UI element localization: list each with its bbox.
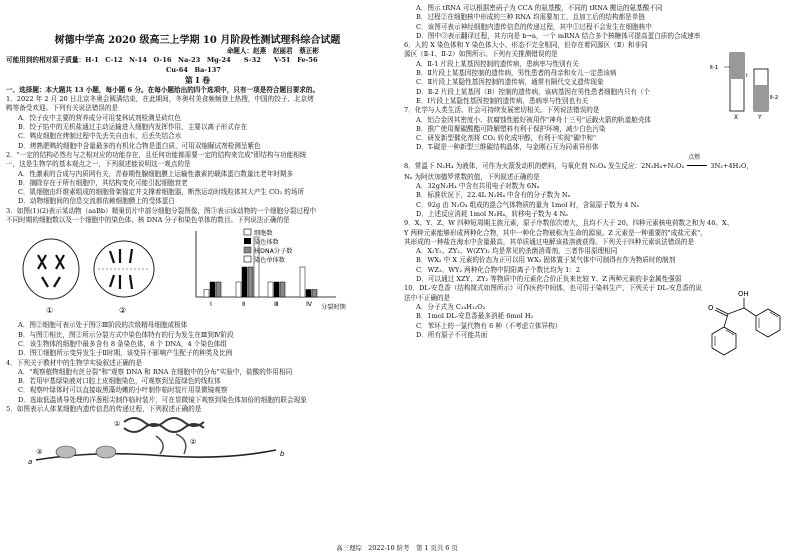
text-line: 1．2022 年 2 月 20 日北京冬奥会圆满结束，在此期间，冬奥村美食频频登上热搜，中国的饺子、北京烤 [6, 95, 314, 104]
step-label-3: ③ [36, 448, 43, 457]
text-line: A．饺子皮中主要的营养成分可用斐林试剂检测呈砖红色 [18, 113, 182, 122]
panel-label-2: ② [119, 306, 127, 316]
text-line: B．推广使用聚碳酸酯可降解塑料有利于保护环境，减少白色污染 [416, 124, 606, 133]
text-line: B．Ⅱ片段上某基因控制的遗传病，男性患者的母亲和女儿一定患该病 [416, 69, 617, 78]
chromosomes-two [110, 249, 132, 289]
text-line: A．分子式为 C₁₄H₁₂O₂ [416, 302, 486, 311]
bond [724, 314, 728, 327]
label-ii-2: Ⅱ-2 [770, 95, 779, 102]
text-line: A．"观察植物细胞有丝分裂"和"观察 DNA 和 RNA 在细胞中的分布"实验中，盐酸的作用相同 [18, 367, 293, 376]
text-line: D．T-碳是一种新型三维碳结构晶体，与金刚石互为同素异形体 [416, 143, 599, 152]
chart-bar [216, 282, 221, 297]
label-x: X [734, 114, 739, 122]
legend-swatch-dna [244, 247, 251, 253]
legend-chrom: 染色体数 [254, 239, 279, 247]
label-ii-1: Ⅱ-1 [710, 65, 719, 72]
text-line: D．图①细胞所示变异发生于Ⅱ时期，该变异不影响产生配子的种类及比例 [18, 349, 233, 358]
text-line: A．铝合金因其密度小、抗腐蚀性能好被用作"神舟十三号"运载火箭的轨道舱壳体 [416, 115, 652, 124]
section-heading: 一、选择题：本大题共 13 小题，每小题 6 分。在每小题给出的四个选项中，只有一项是符合题目要求的。 [6, 85, 320, 94]
chromosomes-one [38, 255, 64, 287]
benzene-ring-right [756, 309, 780, 337]
x-tick-1: Ⅰ [210, 300, 212, 309]
text-line: D．所有原子不可能共面 [416, 330, 488, 339]
text-line: C．肌细胞由纤维素组成的细胞骨架锚定并支撑着细胞器，断然运动时线粒体其大产生 CO₂ 的场所 [18, 188, 305, 197]
chart-bar [254, 237, 259, 297]
text-line: B．1mol DL-安息香最多消耗 6mol H₂ [416, 312, 534, 321]
q8-products: 3N₂+4H₂O， [710, 161, 754, 170]
text-line: B．WX₂ 中 X 元素的价态为正可以用 WX₂ 固体置于某气体中可制得有作为物质时的制剂 [416, 256, 676, 265]
x-tick-3: Ⅲ [274, 300, 279, 309]
reaction-arrow [686, 153, 708, 173]
figure-gene-expression [6, 414, 389, 466]
text-line: 不同时期的细胞数以及一个细胞中的染色体、核 DNA 分子和染色单体的数目。下列说法正确的是 [6, 216, 290, 225]
benzene-ring-left [712, 327, 736, 355]
text-line: 6．人的 X 染色体和 Y 染色体大小、形态不完全相同，但存在着同源区（Ⅱ）和非同 [404, 41, 648, 50]
text-line: D．图中③表示翻译过程，其方向是 b→a，一个 mRNA 结合多个核糖体可提高蛋白质的合成速率 [416, 31, 701, 40]
text-line: B．若用甲基绿染液对口腔上皮细胞染色，可观察到呈蓝绿色的线粒体 [18, 377, 221, 386]
text-line: D．Ⅱ-2 片段上某基因（B）控制的遗传病，该病基因在男性患者细胞内只有（个 [416, 87, 651, 96]
ribosome [56, 446, 76, 458]
text-line: 一，这是生物学的基本观点之一，下列叙述能说明这一观点的是 [6, 160, 191, 169]
text-line: D．可以通过 XZY、ZY₂ 等物质中的元素化合价正负来比较 Y、Z 两种元素的非金属性强弱 [416, 275, 682, 284]
chart-bar [300, 267, 305, 297]
atomic-masses-2: Cu-64 Ba-137 [166, 65, 221, 74]
end-label-b: b [280, 450, 285, 459]
text-line: A．32gN₂H₄ 中含有共用电子对数为 6Nₐ [416, 182, 540, 191]
text-line: Y 两种元素能够形成两种化合物，其中一种化合物被称为生命的源泉。Z 元素是一种重要的"成盐元素"， [404, 228, 707, 237]
text-line: D．选取低温诱导处理的洋葱根尖制作临时装片，可在显微镜下观察到染色体加倍的细胞的联会现象 [18, 395, 307, 404]
oxygen-label: O [708, 304, 714, 313]
question-block-2 [6, 321, 389, 414]
text-line: C．WZ₂、WY₂ 两种化合物中阴阳离子个数比均为 1：2 [416, 265, 581, 274]
text-line: D．动物细胞间的信息交流都依赖细胞膜上的受体蛋白 [18, 197, 175, 206]
text-line: B．与图①相比，图②所示分裂方式中染色体特有的行为发生在Ⅲ到Ⅳ阶段 [18, 330, 234, 339]
hydroxyl-label: OH [738, 290, 749, 299]
q8-text: 8．常温下 N₂H₄ 为液体，可作为火箭发动机的燃料，与氧化剂 N₂O₄ 发生反应：2N₂H₄+N₂O₄ [404, 161, 685, 170]
legend-chromatid: 染色单体数 [254, 257, 285, 265]
text-line: 鸭等备受欢迎。下列有关说法错误的是 [6, 104, 119, 113]
label-i: Ⅰ [746, 73, 748, 80]
legend-cells: 细胞数 [254, 230, 273, 238]
text-line: 9．X、Y、Z、W 四种短周期主族元素，原子序数依次增大，且均不大于 20。四种元素核电荷数之和为 46。X、 [404, 219, 734, 228]
text-line: D．上述反应消耗 1mol N₂H₄，转移电子数为 4 Nₐ [416, 209, 568, 218]
sex-chromosome-diagram [710, 49, 784, 121]
legend-swatch-cells [244, 229, 251, 235]
question-block-1 [6, 95, 389, 225]
figure-cell-division [6, 225, 389, 321]
atomic-masses: 可能用到的相对原子质量：H-1 C-12 N-14 O-16 Na-23 Mg-24 S-32 V-51 Fe-56 [6, 56, 318, 65]
x-axis-label: 分裂时期 [321, 304, 346, 312]
text-line: 3．如图(1)(2)表示某动物（aaBb）精巢切片中部分细胞分裂图像，图③表示该动物的一个细胞分裂过程中 [6, 206, 317, 215]
text-line: C．研发新型催化剂将 CO₂ 转化成甲醇，有利于实现"碳中和" [416, 134, 597, 143]
text-line: C．该图可表示神经细胞内遗传信息的传递过程，其中①过程不会发生在细胞核中 [416, 22, 652, 31]
authors-line: 命题人：赵燕 赵丽君 蔡正彬 [226, 47, 319, 55]
chart-bar [210, 282, 215, 297]
text-line: C．该生物体的细胞中最多含有 8 条染色体，8 个 DNA，4 个染色体组 [18, 339, 227, 348]
ribosome [96, 446, 116, 458]
text-line: C．鸭皮细胞在烤制过程中先丢失自由水，后丢失结合水 [18, 132, 182, 141]
text-line: 2．"一定的结构必然有与之相对应的功能存在，且任何功能都需要一定的结构来完成"即结构与功能相统 [6, 150, 307, 159]
legend-swatch-chrom [244, 238, 251, 244]
step-label-1: ① [114, 420, 121, 429]
chart-bar [204, 290, 209, 298]
legend-swatch-chromatid [244, 256, 251, 262]
text-line: A．图示 tRNA 可以根据密码子为 CCA 的氨基酸，不同的 tRNA 搬运的氨基酸不同 [416, 4, 663, 12]
text-line: B．摘除存在于所有细胞中，其结构变化可能引起细胞衰老 [18, 178, 188, 187]
text-line: A．X₂Y₂、ZY₂、W(ZY)₂ 均是常见的杀菌消毒剂，三者作用原理相同 [416, 247, 618, 256]
bond [728, 308, 744, 314]
benzoin-structure [694, 288, 786, 366]
text-line: Nₐ 为阿伏加德罗常数的值，下列叙述正确的是 [404, 172, 540, 181]
gene-expression-diagram [6, 414, 389, 466]
x-segment [730, 53, 744, 79]
text-line: 10．DL-安息香（结构简式如图所示）可作医药中间体，也可用于染料生产，下列关于 DL-安息香的说 [404, 284, 703, 293]
label-y: Y [758, 114, 762, 122]
right-column [404, 4, 788, 340]
text-line: C．观察叶绿体时可以直接取黑藻幼嫩的小叶制作临时装片用显微镜观察 [18, 386, 228, 395]
page-footer: 高三理综 2022-10 阶考 第 1 页共 6 页 [336, 544, 458, 552]
panel-label-1: ① [46, 306, 54, 316]
text-line: D．烤熟肥鸭的细胞中含量最多的有机化合物是蛋白质，可用双缩脲试剂检测呈紫色 [18, 141, 261, 150]
chart-bar [280, 282, 285, 297]
rna-strands [156, 434, 186, 454]
text-line: A．图②细胞可表示处于图③Ⅲ阶段的次级精母细胞或极体 [18, 321, 188, 330]
x-tick-4: Ⅳ [306, 300, 312, 309]
text-line: A．Ⅱ-1 片段上某基因控制的遗传病，患病率与性别有关 [416, 59, 579, 68]
text-line: 4．下列关于教材中的生物学实验叙述正确的是 [6, 358, 143, 367]
chart-bar [242, 267, 247, 297]
cell-one [23, 239, 79, 299]
text-line: A．性激素的合成与内质网有关，青春期性腺细胞膜上运输性激素的载体蛋白数量比老年时期多 [18, 169, 294, 178]
end-label-a: a [28, 458, 33, 467]
text-line: 法中不正确的是 [404, 293, 451, 302]
text-line: 5．如图表示人体某细胞内遗传信息的传递过程，下列叙述正确的是 [6, 405, 202, 414]
x-tick-2: Ⅱ [242, 300, 246, 309]
text-line: 源区（Ⅱ-1、Ⅱ-2）如图所示。下列有关推测错误的是 [404, 50, 558, 59]
text-line: B．过程②在细胞核中形成的三种 RNA 均需要加工，且加工后的结构都是单链 [416, 13, 645, 22]
chart-bar [268, 282, 273, 297]
arrow-line [687, 165, 707, 166]
text-line: 其形成的一种盐在海水中含量最高，其单质通过电解该盐溶液获得。下列关于四种元素说法错误的是 [404, 237, 695, 246]
chart-bar [306, 290, 311, 298]
text-line: B．饺子馅中的无机盐通过主动运输进入细胞内发挥作用，主要以离子形式存在 [18, 123, 248, 132]
text-line: 7．化学与人类生活、社会可持续发展密切相关。下列说法错误的是 [404, 106, 600, 115]
exam-title: 树德中学高 2020 级高三上学期 10 月阶段性测试理科综合试题 [54, 35, 341, 46]
text-line: C．Ⅱ片段上某隐性基因控制的遗传病，通常有隔代交叉遗传现象 [416, 78, 604, 87]
reaction-condition: 点燃 [688, 153, 701, 161]
question-8-stem [404, 153, 788, 173]
text-line: B．标准状况下，22.4L N₂H₄ 中含有的分子数为 Nₐ [416, 191, 571, 200]
chart-legend [244, 229, 293, 264]
volume-heading: 第 I 卷 [184, 74, 211, 85]
step-label-2: ② [190, 438, 197, 447]
dna-helix-strand [124, 424, 204, 432]
text-line: C．92g 由 N₂O₄ 组成的混合气体物质的量为 1mol 时，含氮原子数为 4 Nₐ [416, 200, 639, 209]
text-line: E．Ⅰ片段上某隐性基因控制的遗传病，患病率与性别也有关 [416, 96, 589, 105]
chart-bar [312, 290, 317, 298]
cell-division-diagram [6, 225, 389, 321]
legend-dna: 核DNA分子数 [254, 248, 293, 256]
y-segment [754, 85, 768, 111]
chart-bar [248, 267, 253, 297]
chart-bar [236, 282, 241, 297]
text-line: C．苯环上的一氯代物有 6 种（不考虑立体异构） [416, 321, 562, 330]
chart-bar [274, 282, 279, 297]
left-column [6, 4, 389, 466]
question-10 [404, 284, 788, 340]
bond [744, 308, 756, 316]
